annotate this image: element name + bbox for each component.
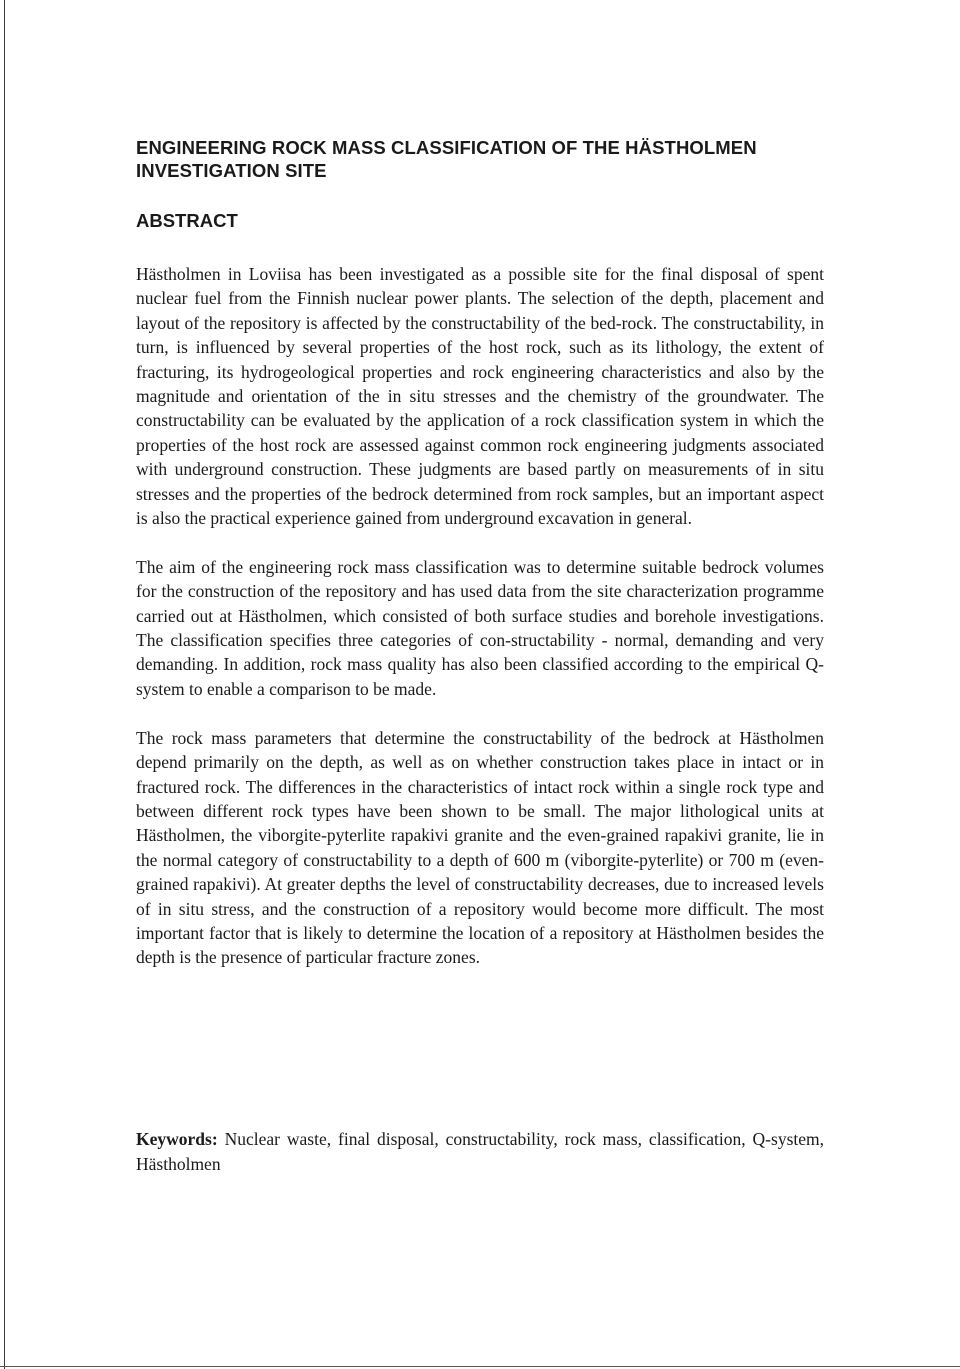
document-page	[136, 136, 824, 970]
abstract-paragraph-3: The rock mass parameters that determine the constructability of the bedrock at Hästholmen depend primarily on the depth, as well as on whether construction takes place in intact or in fractured rock. The differences in the characteristics of intact rock within a single rock type and between different rock types have been shown to be small. The major lithological units at Hästholmen, the viborgite-pyterlite rapakivi granite and the even-grained rapakivi granite, lie in the normal category of constructability to a depth of 600 m (viborgite-pyterlite) or 700 m (even-grained rapakivi). At greater depths the level of constructability decreases, due to increased levels of in situ stress, and the construction of a repository would become more difficult. The most important factor that is likely to determine the location of a repository at Hästholmen besides the depth is the presence of particular fracture zones.	[136, 727, 824, 968]
abstract-paragraph-1: Hästholmen in Loviisa has been investigated as a possible site for the final disposal of spent nuclear fuel from the Finnish nuclear power plants. The selection of the depth, placement and layout of the repository is affected by the constructability of the bed-rock. The constructability, in turn, is influenced by several properties of the host rock, such as its lithology, the extent of fracturing, its hydrogeological properties and rock engineering characteristics and also by the magnitude and orientation of the in situ stresses and the chemistry of the groundwater. The constructability can be evaluated by the application of a rock classification system in which the properties of the host rock are assessed against common rock engineering judgments associated with underground construction. These judgments are based partly on measurements of in situ stresses and the properties of the bedrock determined from rock samples, but an important aspect is also the practical experience gained from underground excavation in general.	[136, 264, 824, 529]
keywords-label: Keywords:	[136, 1129, 218, 1149]
abstract-heading: ABSTRACT	[136, 210, 238, 231]
scan-left-edge	[4, 0, 5, 1369]
abstract-paragraph-2: The aim of the engineering rock mass classification was to determine suitable bedrock volumes for the construction of the repository and has used data from the site characterization programme carried out at Hästholmen, which consisted of both surface studies and borehole investigations. The classification specifies three categories of con-structability - normal, demanding and very demanding. In addition, rock mass quality has also been classified according to the empirical Q-system to enable a comparison to be made.	[136, 556, 824, 699]
document-title: ENGINEERING ROCK MASS CLASSIFICATION OF THE HÄSTHOLMEN INVESTIGATION SITE	[136, 137, 757, 181]
scan-bottom-edge	[0, 1366, 960, 1367]
keywords-line	[136, 1127, 824, 1177]
keywords-text: Nuclear waste, final disposal, constructability, rock mass, classification, Q-system, Hästholmen	[136, 1129, 825, 1174]
